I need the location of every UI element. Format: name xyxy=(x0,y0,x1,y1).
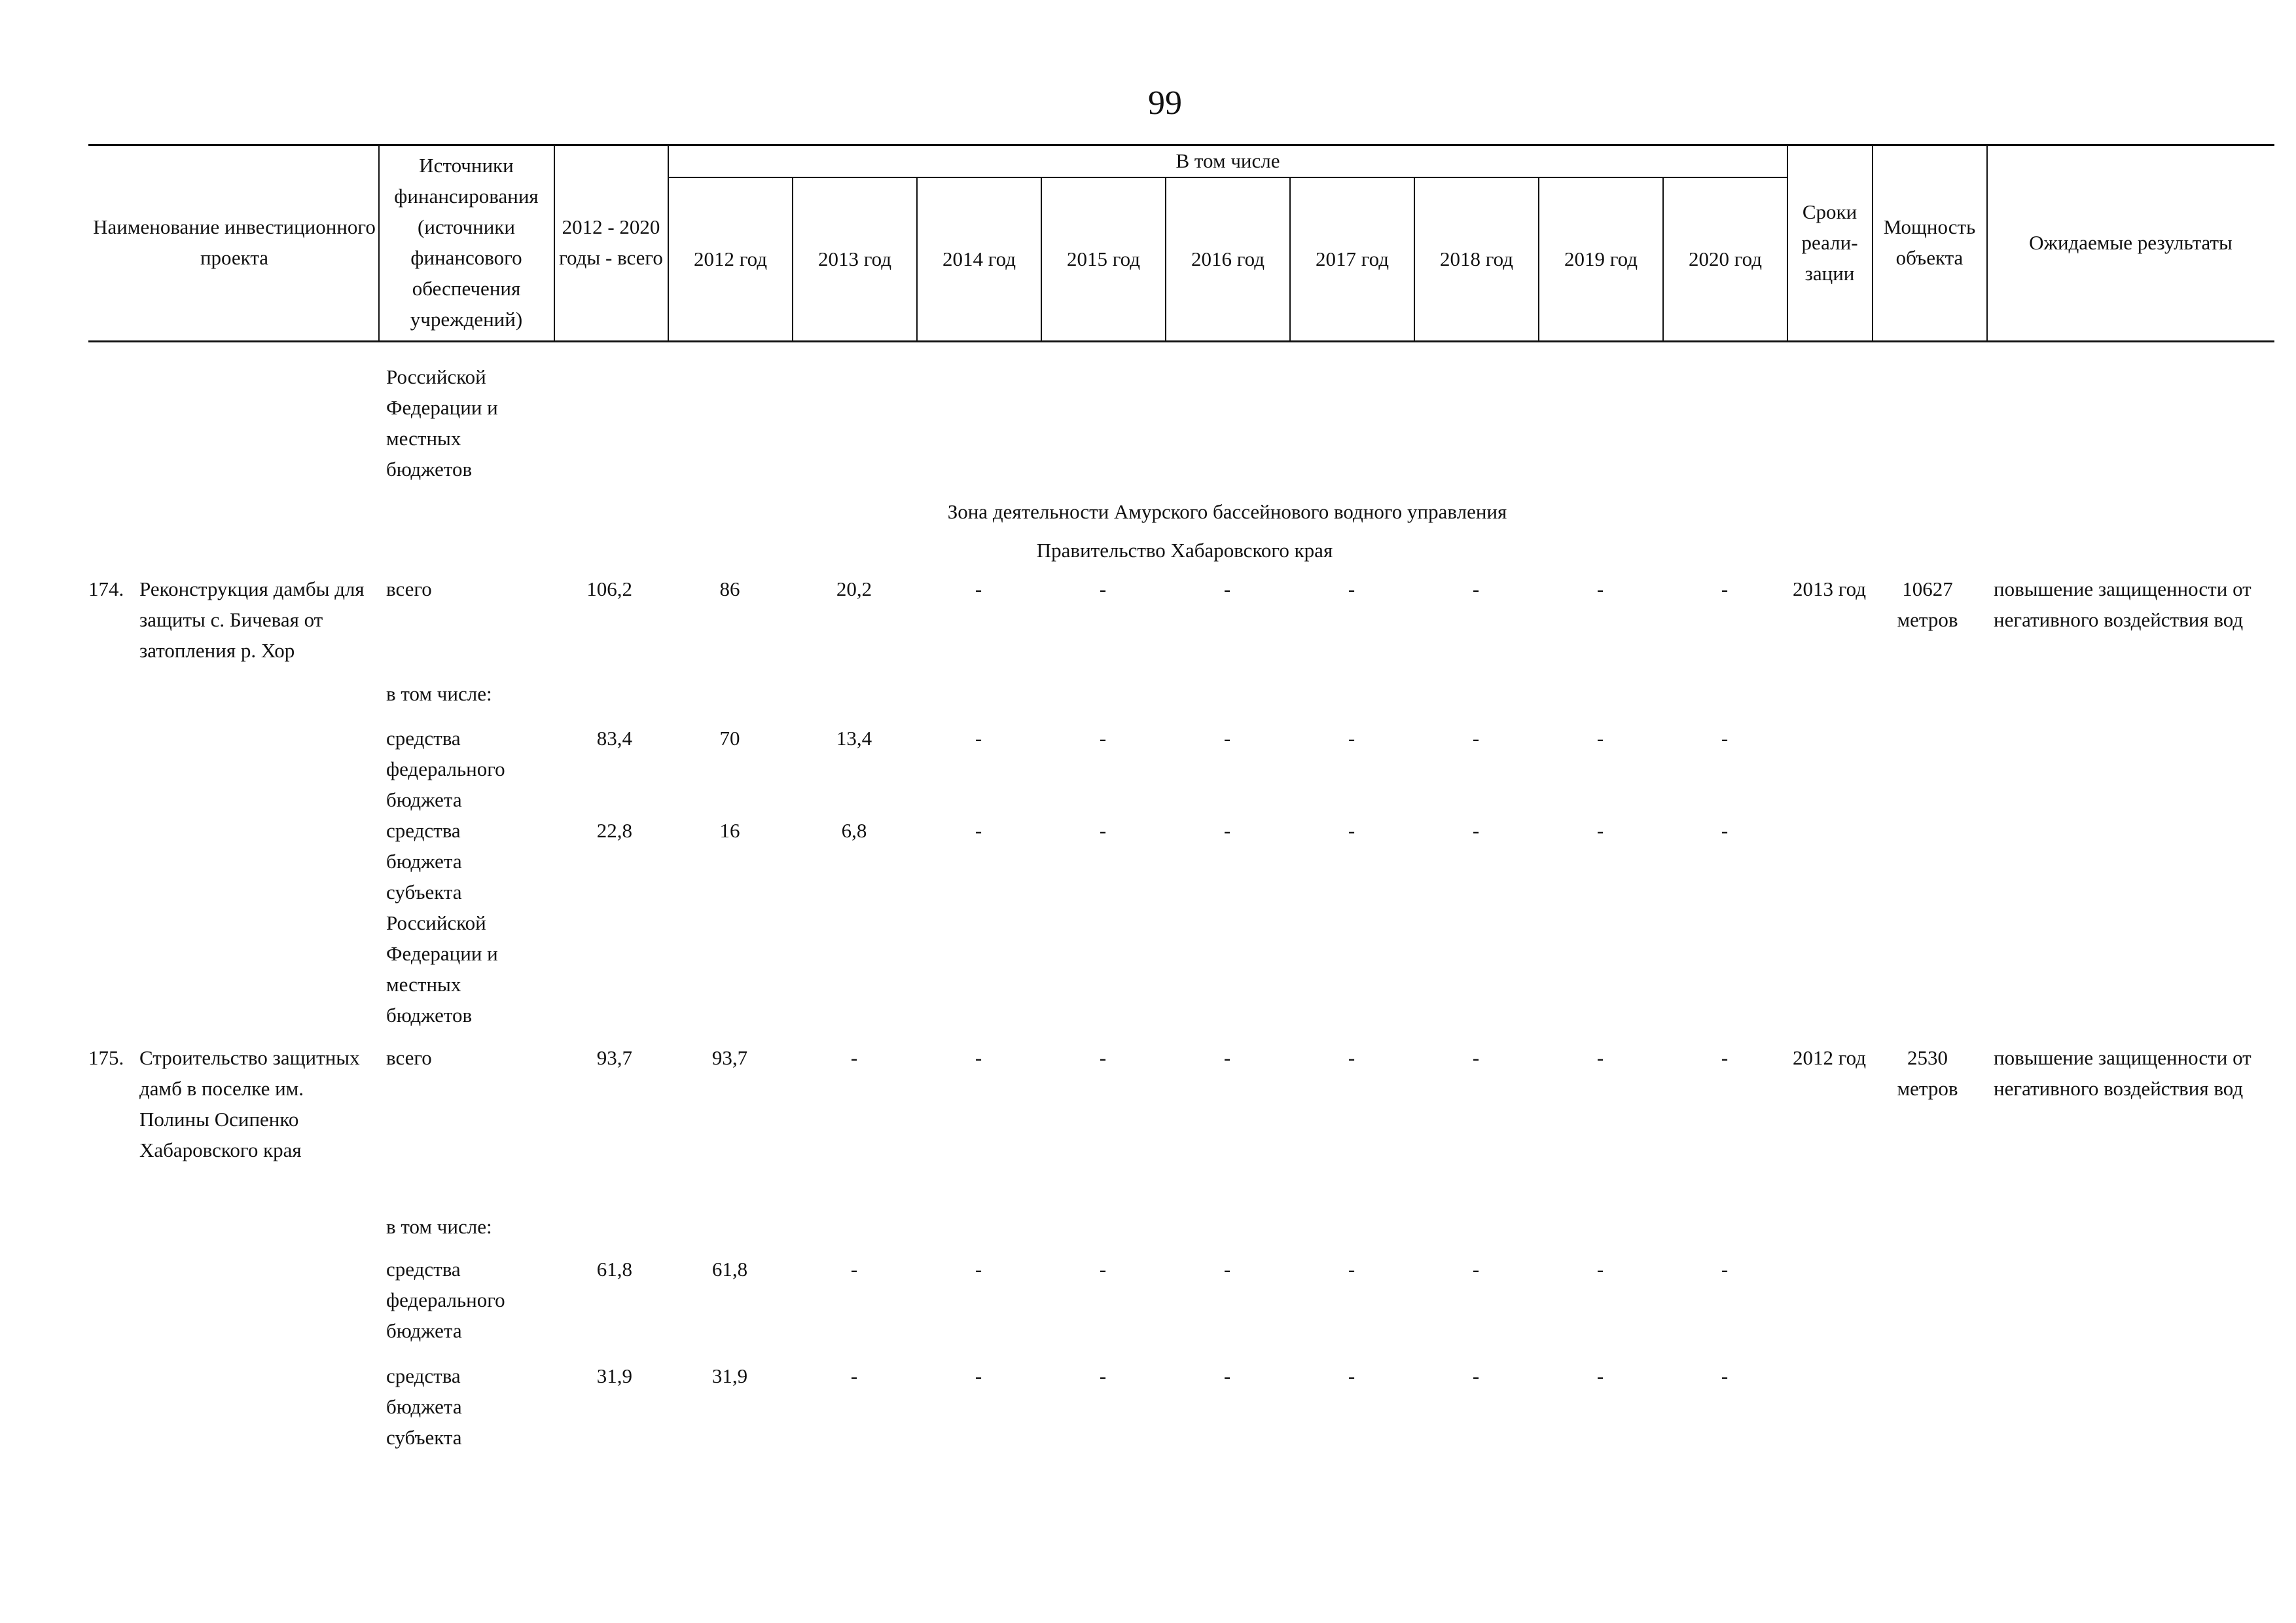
page-number: 99 xyxy=(1148,84,1182,122)
row-year-value: - xyxy=(1099,1364,1107,1387)
project-capacity: 2530 метров xyxy=(1897,1046,1958,1100)
continued-source: Российской Федерации и местных бюджетов xyxy=(386,365,498,481)
row-year-value: - xyxy=(1596,1046,1604,1069)
row-year-value: - xyxy=(1721,1258,1729,1281)
row-year-value: - xyxy=(1596,1364,1604,1387)
zone-title: Зона деятельности Амурского бассейнового водного управления xyxy=(947,500,1507,523)
row-year-value: - xyxy=(1596,819,1604,842)
row-total: 61,8 xyxy=(596,1258,632,1281)
project-term: 2012 год xyxy=(1792,1046,1867,1069)
header-year: 2018 год xyxy=(1439,247,1514,270)
row-year-value: - xyxy=(1472,727,1480,750)
row-year-value: - xyxy=(1223,577,1231,600)
row-source: всего xyxy=(386,577,432,600)
project-term: 2013 год xyxy=(1792,577,1867,600)
row-year-value: - xyxy=(1472,819,1480,842)
row-year-value: 61,8 xyxy=(711,1258,748,1281)
header-total: 2012 - 2020 годы - всего xyxy=(559,215,663,269)
row-year-value: - xyxy=(1348,1364,1355,1387)
row-year-value: - xyxy=(1348,577,1355,600)
row-source: всего xyxy=(386,1046,432,1069)
row-year-value: - xyxy=(1348,727,1355,750)
row-year-value: - xyxy=(1596,577,1604,600)
row-year-value: - xyxy=(975,577,982,600)
col-divider xyxy=(554,144,555,340)
project-name: Реконструкция дамбы для защиты с. Бичевая от затопления р. Хор xyxy=(139,577,365,662)
row-year-value: - xyxy=(1099,727,1107,750)
row-year-value: - xyxy=(1721,577,1729,600)
row-year-value: - xyxy=(1223,1046,1231,1069)
row-year-value: - xyxy=(1472,1258,1480,1281)
project-number: 175. xyxy=(88,1046,124,1069)
row-year-value: - xyxy=(1472,1364,1480,1387)
row-year-value: 16 xyxy=(719,819,740,842)
project-capacity: 10627 метров xyxy=(1897,577,1958,631)
row-year-value: - xyxy=(1596,1258,1604,1281)
row-year-value: 70 xyxy=(719,727,740,750)
col-divider xyxy=(378,144,380,340)
row-year-value: - xyxy=(1348,1258,1355,1281)
col-divider xyxy=(1986,144,1988,340)
row-year-value: - xyxy=(975,1258,982,1281)
project-number: 174. xyxy=(88,577,124,600)
row-total: 83,4 xyxy=(596,727,632,750)
row-year-value: - xyxy=(1472,1046,1480,1069)
row-year-value: - xyxy=(1099,1258,1107,1281)
header-year: 2017 год xyxy=(1315,247,1390,270)
header-year: 2013 год xyxy=(817,247,892,270)
row-year-value: - xyxy=(1721,1046,1729,1069)
row-year-value: - xyxy=(975,1364,982,1387)
row-source: средства федерального бюджета xyxy=(386,727,505,811)
header-year: 2012 год xyxy=(693,247,768,270)
row-year-value: 31,9 xyxy=(711,1364,748,1387)
row-year-value: - xyxy=(1348,819,1355,842)
row-year-value: - xyxy=(1721,1364,1729,1387)
row-year-value: - xyxy=(1099,1046,1107,1069)
project-result: повышение защищенности от негативного воздействия вод xyxy=(1994,1046,2251,1100)
project-name: Строительство защитных дамб в поселке им. Полины Осипенко Хабаровского края xyxy=(139,1046,360,1161)
row-year-value: 86 xyxy=(719,577,740,600)
row-year-value: - xyxy=(975,819,982,842)
header-year: 2019 год xyxy=(1564,247,1638,270)
row-year-value: - xyxy=(1223,819,1231,842)
col-divider xyxy=(1872,144,1873,340)
project-result: повышение защищенности от негативного воздействия вод xyxy=(1994,577,2251,631)
row-year-value: - xyxy=(1348,1046,1355,1069)
government-title: Правительство Хабаровского края xyxy=(1036,539,1333,562)
row-year-value: - xyxy=(1099,577,1107,600)
header-terms: Сроки реали-зации xyxy=(1801,200,1858,285)
row-year-value: - xyxy=(850,1258,858,1281)
header-results: Ожидаемые результаты xyxy=(2029,230,2233,254)
row-year-value: - xyxy=(975,1046,982,1069)
header-year: 2015 год xyxy=(1066,247,1141,270)
row-year-value: - xyxy=(1223,1364,1231,1387)
row-year-value: - xyxy=(850,1364,858,1387)
row-source: средства бюджета субъекта Российской Федерации и местных бюджетов xyxy=(386,819,498,1027)
row-year-value: - xyxy=(850,1046,858,1069)
row-year-value: - xyxy=(1721,819,1729,842)
row-year-value: - xyxy=(1472,577,1480,600)
header-project-name: Наименование инвестиционного проекта xyxy=(93,215,376,269)
row-year-value: - xyxy=(1099,819,1107,842)
row-year-value: 6,8 xyxy=(841,819,867,842)
row-year-value: 13,4 xyxy=(836,727,872,750)
row-year-value: - xyxy=(975,727,982,750)
row-source: в том числе: xyxy=(386,682,492,705)
row-year-value: - xyxy=(1223,727,1231,750)
row-total: 106,2 xyxy=(586,577,632,600)
row-total: 31,9 xyxy=(596,1364,632,1387)
row-year-value: - xyxy=(1721,727,1729,750)
row-source: средства бюджета субъекта xyxy=(386,1364,462,1449)
header-year: 2014 год xyxy=(942,247,1016,270)
header-capacity: Мощность объекта xyxy=(1883,215,1976,269)
row-year-value: - xyxy=(1223,1258,1231,1281)
header-year: 2020 год xyxy=(1688,247,1763,270)
row-year-value: 93,7 xyxy=(711,1046,748,1069)
row-source: средства федерального бюджета xyxy=(386,1258,505,1342)
header-sources: Источники финансирования (источники финансового обеспечения учреждений) xyxy=(394,154,539,331)
row-year-value: 20,2 xyxy=(836,577,872,600)
header-bottom-rule xyxy=(88,340,2274,342)
header-including: В том числе xyxy=(1175,149,1280,172)
row-total: 22,8 xyxy=(596,819,632,842)
row-total: 93,7 xyxy=(596,1046,632,1069)
row-year-value: - xyxy=(1596,727,1604,750)
col-divider xyxy=(1787,144,1788,340)
row-source: в том числе: xyxy=(386,1215,492,1238)
header-year: 2016 год xyxy=(1191,247,1265,270)
